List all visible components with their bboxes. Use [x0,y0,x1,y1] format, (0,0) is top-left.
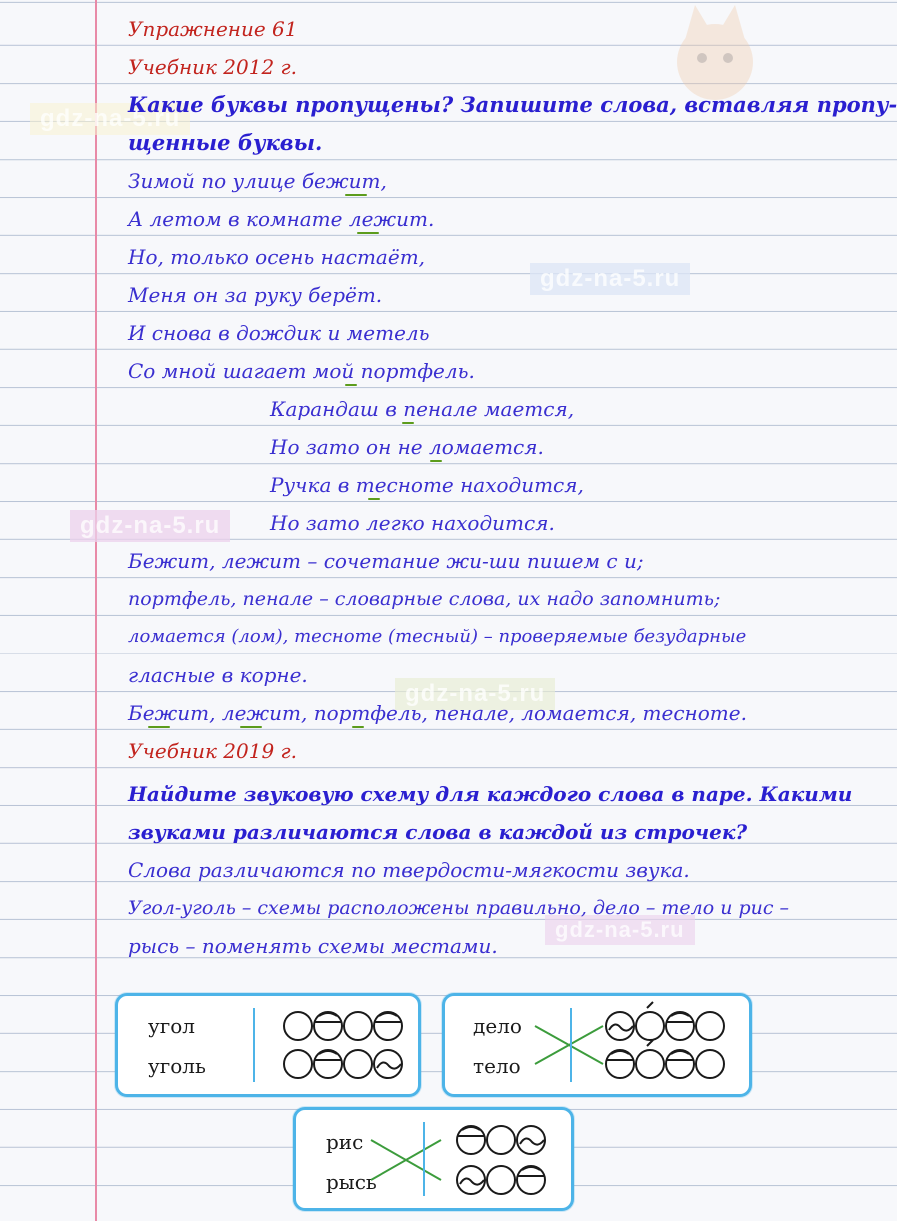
question-2012-line1: Какие буквы пропущены? Запишите слова, вставляя пропу- [128,92,897,117]
underline-mark [430,460,442,462]
sound-scheme-delo [605,1006,730,1086]
scheme-word: дело [473,1014,522,1038]
sound-scheme-ris [456,1122,551,1202]
watermark: gdz-na-5.ru [545,915,695,945]
underline-mark [345,384,357,386]
poem-line: Но, только осень настаёт, [128,245,426,269]
cross-lines [535,1006,610,1086]
answer-2019-line: Слова различаются по твердости-мягкости звука. [128,858,690,882]
scheme-divider [570,1008,572,1082]
scheme-word: тело [473,1054,521,1078]
answer-2019-line: Угол-уголь – схемы расположены правильно, дело – тело и рис – [128,897,790,919]
cross-lines [371,1120,451,1200]
question-2019-line2: звуками различаются слова в каждой из строчек? [128,820,748,844]
poem-line: Со мной шагает мой портфель. [128,359,475,383]
explanation-line: Бежит, лежит – сочетание жи-ши пишем с и; [128,549,644,573]
scheme-divider [423,1122,425,1196]
underline-mark [240,726,262,728]
explanation-line: портфель, пенале – словарные слова, их надо запомнить; [128,588,721,610]
underline-mark [402,422,414,424]
watermark: gdz-na-5.ru [530,263,690,295]
explanation-line: гласные в корне. [128,663,308,687]
answer-2012: Бежит, лежит, портфель, пенале, ломается, тесноте. [128,701,747,725]
poem2-line: Но зато он не ломается. [270,435,544,459]
question-2012-line2: щенные буквы. [128,130,323,155]
scheme-divider [253,1008,255,1082]
scheme-box-ugol [115,993,421,1097]
underline-mark [368,498,380,500]
watermark: gdz-na-5.ru [30,103,190,135]
sound-scheme-ugol [283,1006,408,1086]
textbook-2012-label: Учебник 2012 г. [128,55,298,79]
underline-mark [352,726,364,728]
underline-mark [357,232,379,234]
scheme-word: угол [148,1014,195,1038]
poem2-line: Карандаш в пенале мается, [270,397,575,421]
watermark: gdz-na-5.ru [70,510,230,542]
textbook-2019-label: Учебник 2019 г. [128,739,298,763]
scheme-box-delo [442,993,752,1097]
poem-line: Меня он за руку берёт. [128,283,383,307]
question-2019-line1: Найдите звуковую схему для каждого слова в паре. Какими [128,782,853,806]
exercise-title: Упражнение 61 [128,17,298,41]
underline-mark [345,194,367,196]
margin-line [95,0,97,1221]
scheme-box-ris [293,1107,574,1211]
scheme-word: рысь [326,1170,377,1194]
watermark: gdz-na-5.ru [395,678,555,710]
underline-mark [148,726,170,728]
answer-2019-line: рысь – поменять схемы местами. [128,934,498,958]
poem2-line: Ручка в тесноте находится, [270,473,584,497]
poem-line: А летом в комнате лежит. [128,207,435,231]
scheme-word: уголь [148,1054,206,1078]
poem2-line: Но зато легко находится. [270,511,555,535]
poem-line: И снова в дождик и метель [128,321,430,345]
poem-line: Зимой по улице бежит, [128,169,387,193]
explanation-line: ломается (лом), тесноте (тесный) – проверяемые безударные [128,626,747,647]
scheme-word: рис [326,1130,364,1154]
